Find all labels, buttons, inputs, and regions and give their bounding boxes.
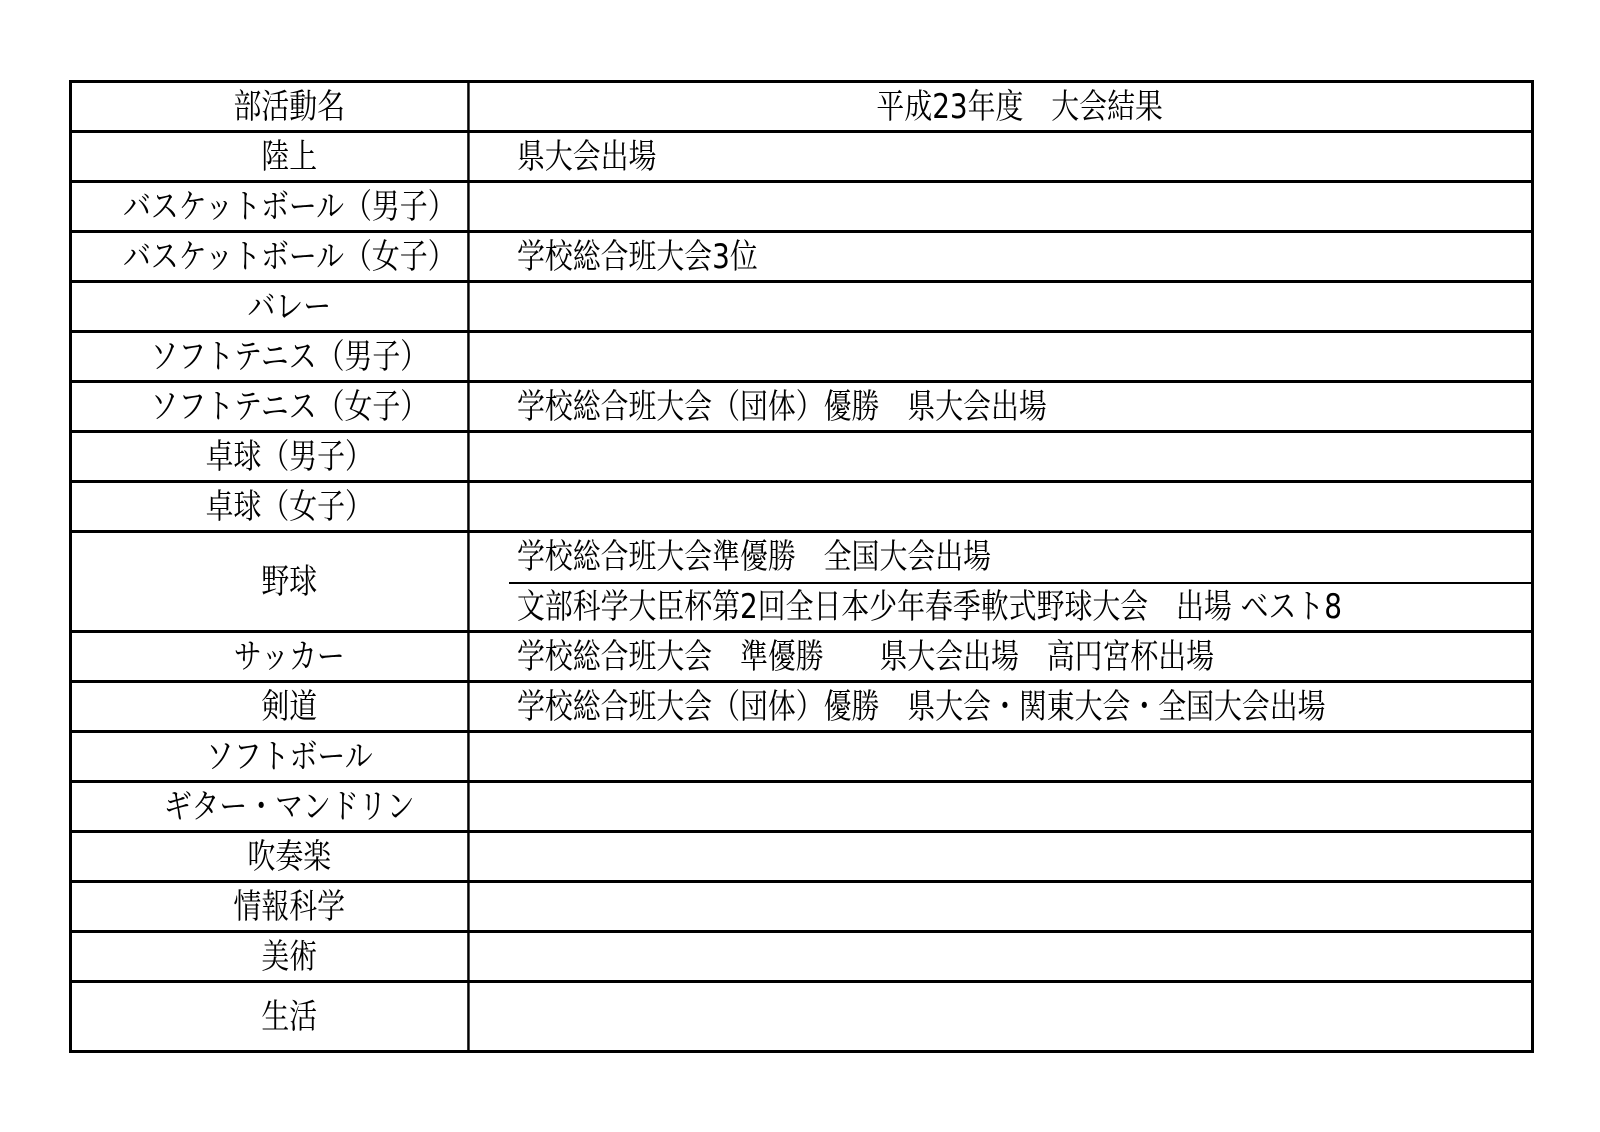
club-name: 情報科学 [111,883,469,930]
results-cell [509,883,1531,930]
table-row [72,483,1531,533]
result-line [509,533,1531,582]
result-line [509,582,1531,631]
club-name: 剣道 [111,683,469,730]
results-table [69,80,1534,1053]
result-line [509,283,1531,330]
result-line [509,333,1531,380]
results-cell [509,683,1531,730]
table-row [72,733,1531,783]
club-name: 吹奏楽 [111,833,469,880]
result-text: 学校総合班大会準優勝 全国大会出場 [517,537,991,578]
result-text: 学校総合班大会3位 [517,236,758,277]
header-results-cell [509,83,1531,130]
club-name: ソフトテニス（女子） [111,383,469,430]
header-club-name: 部活動名 [111,83,469,130]
table-row [72,683,1531,733]
results-cell [509,783,1531,830]
results-cell [509,483,1531,530]
results-cell [509,633,1531,680]
club-name: 卓球（男子） [111,433,469,480]
results-cell [509,433,1531,480]
result-line [509,883,1531,930]
table-row [72,883,1531,933]
table-header-row [72,83,1531,133]
table-row [72,783,1531,833]
table-row [72,933,1531,983]
club-name: 美術 [111,933,469,980]
results-cell [509,383,1531,430]
result-line [509,183,1531,230]
club-name: ソフトテニス（男子） [111,333,469,380]
club-name: バスケットボール（女子） [111,233,469,280]
result-line [509,783,1531,830]
results-cell [509,733,1531,780]
result-line [509,633,1531,680]
result-line [509,383,1531,430]
club-name: ソフトボール [111,733,469,780]
table-row [72,983,1531,1050]
table-row [72,333,1531,383]
results-cell [509,333,1531,380]
result-line [509,433,1531,480]
result-line [509,133,1531,180]
results-cell [509,933,1531,980]
club-name: 生活 [111,983,469,1050]
table-row [72,133,1531,183]
table-row [72,183,1531,233]
club-name: 野球 [111,533,469,630]
club-name: 陸上 [111,133,469,180]
result-line [509,233,1531,280]
table-row [72,833,1531,883]
results-cell [509,133,1531,180]
club-name: 卓球（女子） [111,483,469,530]
result-text: 県大会出場 [517,136,657,177]
result-line [509,483,1531,530]
results-cell [509,983,1531,1050]
result-text: 学校総合班大会（団体）優勝 県大会出場 [517,386,1047,427]
table-row [72,233,1531,283]
result-line [509,983,1531,1030]
result-text: 学校総合班大会（団体）優勝 県大会・関東大会・全国大会出場 [517,686,1326,727]
club-name: バレー [111,283,469,330]
table-row [72,433,1531,483]
results-cell [509,183,1531,230]
club-name: バスケットボール（男子） [111,183,469,230]
table-row [72,633,1531,683]
table-row [72,383,1531,433]
result-line [509,933,1531,980]
result-line [509,683,1531,730]
results-cell [509,833,1531,880]
result-line [509,833,1531,880]
results-cell [509,233,1531,280]
club-name: ギター・マンドリン [111,783,469,830]
table-row [72,283,1531,333]
result-text: 学校総合班大会 準優勝 県大会出場 高円宮杯出場 [517,636,1214,677]
header-results: 平成23年度 大会結果 [876,86,1164,127]
results-cell [509,283,1531,330]
result-line [509,733,1531,780]
results-cell [509,533,1531,630]
table-row [72,533,1531,633]
result-text: 文部科学大臣杯第2回全日本少年春季軟式野球大会 出場 ベスト8 [517,586,1342,627]
club-name: サッカー [111,633,469,680]
